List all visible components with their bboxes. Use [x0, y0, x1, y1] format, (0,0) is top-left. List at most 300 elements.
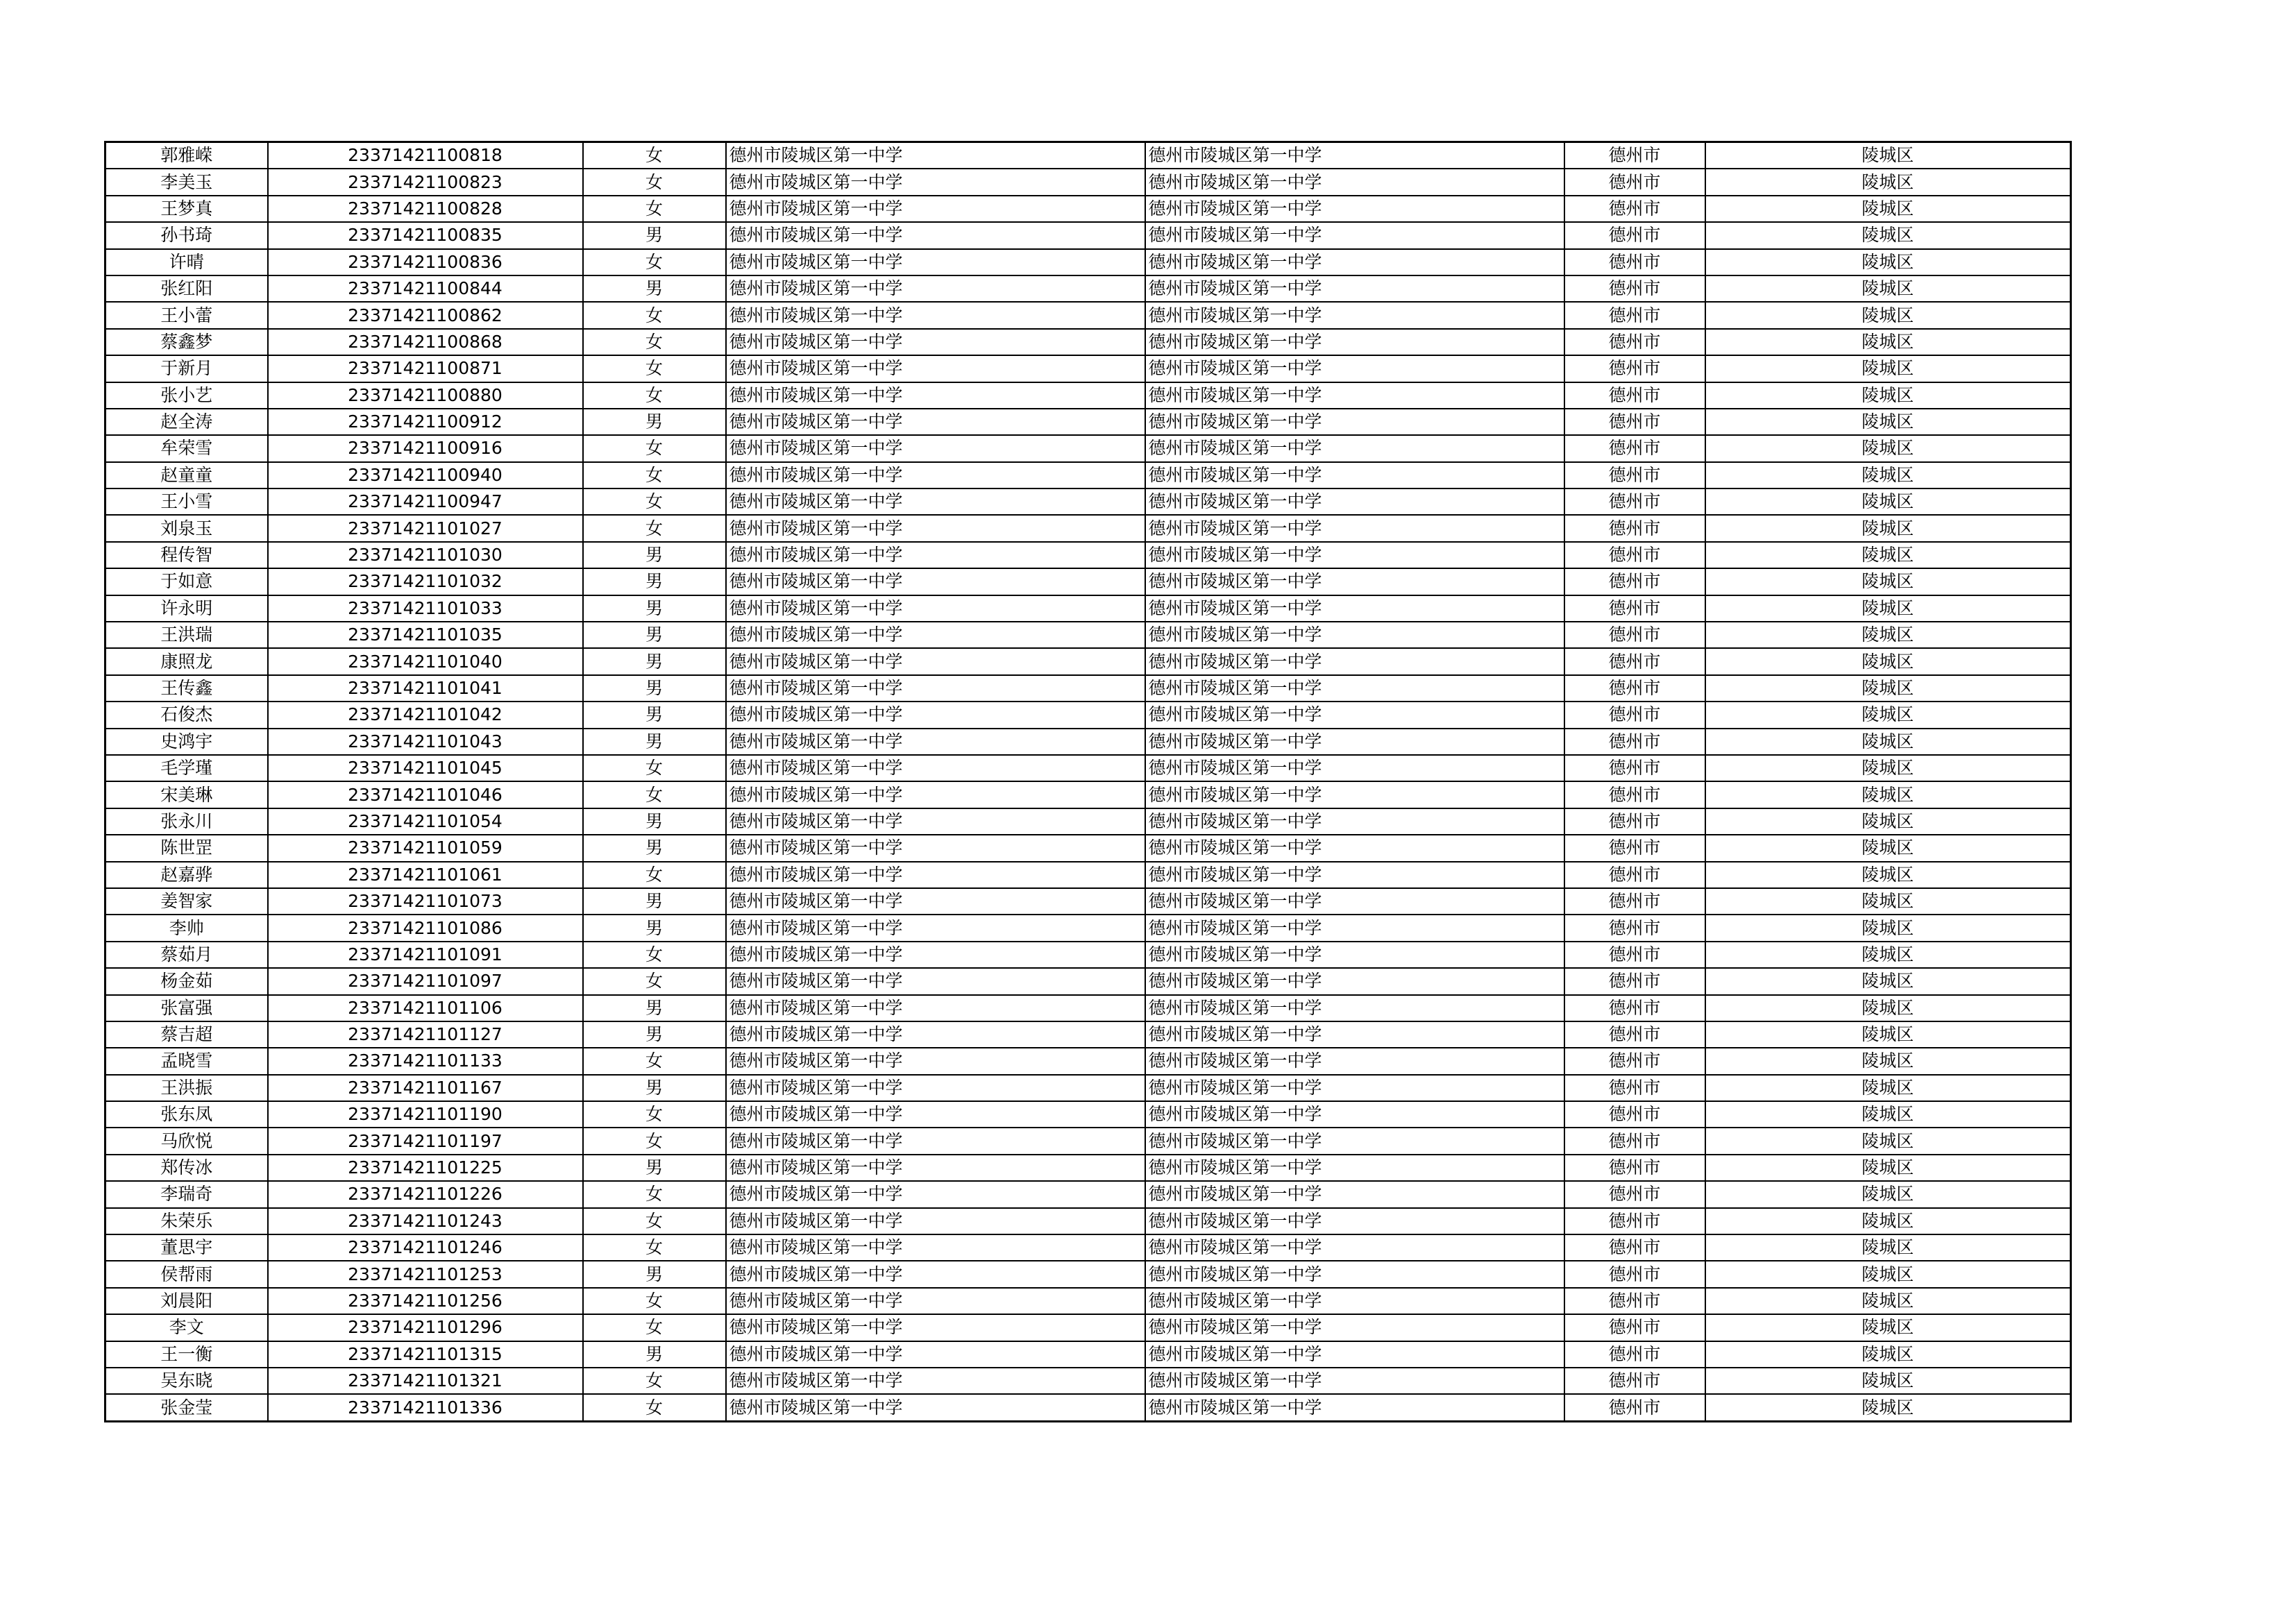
gender-cell: 女: [583, 142, 726, 169]
table-row: [105, 249, 2071, 275]
city-cell: 德州市: [1564, 915, 1705, 941]
student-name-cell: 李美玉: [105, 169, 268, 195]
city-cell: 德州市: [1564, 1234, 1705, 1261]
student-name-cell: 王传鑫: [105, 675, 268, 702]
district-cell: 陵城区: [1705, 169, 2071, 195]
school-cell: 德州市陵城区第一中学: [726, 1341, 1145, 1368]
table-row: [105, 622, 2071, 648]
table-row: [105, 302, 2071, 328]
exam-id-cell: 23371421101256: [268, 1288, 583, 1314]
student-name-cell: 张东凤: [105, 1101, 268, 1128]
exam-id-cell: 23371421101315: [268, 1341, 583, 1368]
graduating-school-cell: 德州市陵城区第一中学: [1145, 488, 1564, 515]
city-cell: 德州市: [1564, 169, 1705, 195]
school-cell: 德州市陵城区第一中学: [726, 1314, 1145, 1341]
district-cell: 陵城区: [1705, 595, 2071, 622]
exam-id-cell: 23371421100868: [268, 329, 583, 355]
exam-id-cell: 23371421101246: [268, 1234, 583, 1261]
exam-id-cell: 23371421101321: [268, 1368, 583, 1394]
district-cell: 陵城区: [1705, 648, 2071, 674]
district-cell: 陵城区: [1705, 1234, 2071, 1261]
table-row: [105, 702, 2071, 728]
student-name-cell: 史鸿宇: [105, 729, 268, 755]
city-cell: 德州市: [1564, 1181, 1705, 1207]
exam-id-cell: 23371421101086: [268, 915, 583, 941]
student-name-cell: 张红阳: [105, 275, 268, 302]
district-cell: 陵城区: [1705, 1288, 2071, 1314]
gender-cell: 男: [583, 1021, 726, 1048]
student-name-cell: 刘泉玉: [105, 515, 268, 541]
table-row: [105, 196, 2071, 222]
gender-cell: 女: [583, 462, 726, 488]
student-name-cell: 王梦真: [105, 196, 268, 222]
district-cell: 陵城区: [1705, 329, 2071, 355]
city-cell: 德州市: [1564, 781, 1705, 808]
district-cell: 陵城区: [1705, 542, 2071, 568]
table-row: [105, 1048, 2071, 1074]
district-cell: 陵城区: [1705, 968, 2071, 994]
school-cell: 德州市陵城区第一中学: [726, 862, 1145, 888]
district-cell: 陵城区: [1705, 142, 2071, 169]
exam-id-cell: 23371421101091: [268, 942, 583, 968]
graduating-school-cell: 德州市陵城区第一中学: [1145, 1261, 1564, 1287]
graduating-school-cell: 德州市陵城区第一中学: [1145, 222, 1564, 248]
exam-id-cell: 23371421101106: [268, 995, 583, 1021]
student-name-cell: 宋美琳: [105, 781, 268, 808]
graduating-school-cell: 德州市陵城区第一中学: [1145, 1394, 1564, 1421]
school-cell: 德州市陵城区第一中学: [726, 968, 1145, 994]
exam-id-cell: 23371421100871: [268, 355, 583, 382]
student-name-cell: 孙书琦: [105, 222, 268, 248]
gender-cell: 女: [583, 196, 726, 222]
gender-cell: 女: [583, 302, 726, 328]
student-name-cell: 赵童童: [105, 462, 268, 488]
graduating-school-cell: 德州市陵城区第一中学: [1145, 196, 1564, 222]
school-cell: 德州市陵城区第一中学: [726, 222, 1145, 248]
exam-id-cell: 23371421101243: [268, 1208, 583, 1234]
gender-cell: 男: [583, 675, 726, 702]
city-cell: 德州市: [1564, 1208, 1705, 1234]
gender-cell: 女: [583, 862, 726, 888]
city-cell: 德州市: [1564, 1101, 1705, 1128]
school-cell: 德州市陵城区第一中学: [726, 1288, 1145, 1314]
city-cell: 德州市: [1564, 488, 1705, 515]
school-cell: 德州市陵城区第一中学: [726, 1048, 1145, 1074]
table-row: [105, 942, 2071, 968]
table-row: [105, 808, 2071, 835]
gender-cell: 女: [583, 249, 726, 275]
exam-id-cell: 23371421101253: [268, 1261, 583, 1287]
district-cell: 陵城区: [1705, 1208, 2071, 1234]
school-cell: 德州市陵城区第一中学: [726, 1208, 1145, 1234]
school-cell: 德州市陵城区第一中学: [726, 488, 1145, 515]
graduating-school-cell: 德州市陵城区第一中学: [1145, 1075, 1564, 1101]
student-name-cell: 蔡吉超: [105, 1021, 268, 1048]
exam-id-cell: 23371421101041: [268, 675, 583, 702]
exam-id-cell: 23371421101225: [268, 1155, 583, 1181]
student-name-cell: 蔡鑫梦: [105, 329, 268, 355]
city-cell: 德州市: [1564, 196, 1705, 222]
school-cell: 德州市陵城区第一中学: [726, 622, 1145, 648]
exam-id-cell: 23371421100916: [268, 435, 583, 461]
table-row: [105, 915, 2071, 941]
gender-cell: 男: [583, 275, 726, 302]
student-name-cell: 于新月: [105, 355, 268, 382]
student-name-cell: 赵嘉骅: [105, 862, 268, 888]
graduating-school-cell: 德州市陵城区第一中学: [1145, 568, 1564, 595]
student-name-cell: 刘晨阳: [105, 1288, 268, 1314]
gender-cell: 男: [583, 409, 726, 435]
graduating-school-cell: 德州市陵城区第一中学: [1145, 1288, 1564, 1314]
city-cell: 德州市: [1564, 355, 1705, 382]
graduating-school-cell: 德州市陵城区第一中学: [1145, 1048, 1564, 1074]
table-row: [105, 781, 2071, 808]
school-cell: 德州市陵城区第一中学: [726, 1394, 1145, 1421]
table-row: [105, 862, 2071, 888]
student-name-cell: 马欣悦: [105, 1128, 268, 1154]
student-name-cell: 石俊杰: [105, 702, 268, 728]
gender-cell: 女: [583, 515, 726, 541]
district-cell: 陵城区: [1705, 355, 2071, 382]
gender-cell: 女: [583, 355, 726, 382]
gender-cell: 女: [583, 488, 726, 515]
gender-cell: 男: [583, 835, 726, 861]
school-cell: 德州市陵城区第一中学: [726, 1368, 1145, 1394]
school-cell: 德州市陵城区第一中学: [726, 142, 1145, 169]
city-cell: 德州市: [1564, 142, 1705, 169]
exam-id-cell: 23371421101226: [268, 1181, 583, 1207]
table-row: [105, 275, 2071, 302]
student-name-cell: 张富强: [105, 995, 268, 1021]
graduating-school-cell: 德州市陵城区第一中学: [1145, 142, 1564, 169]
gender-cell: 男: [583, 808, 726, 835]
exam-id-cell: 23371421101197: [268, 1128, 583, 1154]
school-cell: 德州市陵城区第一中学: [726, 329, 1145, 355]
table-row: [105, 488, 2071, 515]
student-name-cell: 毛学瑾: [105, 755, 268, 781]
student-name-cell: 张金莹: [105, 1394, 268, 1421]
graduating-school-cell: 德州市陵城区第一中学: [1145, 915, 1564, 941]
student-name-cell: 牟荣雪: [105, 435, 268, 461]
city-cell: 德州市: [1564, 568, 1705, 595]
exam-id-cell: 23371421101073: [268, 888, 583, 915]
table-row: [105, 1288, 2071, 1314]
school-cell: 德州市陵城区第一中学: [726, 808, 1145, 835]
school-cell: 德州市陵城区第一中学: [726, 755, 1145, 781]
graduating-school-cell: 德州市陵城区第一中学: [1145, 888, 1564, 915]
city-cell: 德州市: [1564, 302, 1705, 328]
table-row: [105, 1394, 2071, 1421]
graduating-school-cell: 德州市陵城区第一中学: [1145, 675, 1564, 702]
school-cell: 德州市陵城区第一中学: [726, 781, 1145, 808]
exam-id-cell: 23371421101097: [268, 968, 583, 994]
city-cell: 德州市: [1564, 1314, 1705, 1341]
graduating-school-cell: 德州市陵城区第一中学: [1145, 355, 1564, 382]
school-cell: 德州市陵城区第一中学: [726, 515, 1145, 541]
gender-cell: 女: [583, 1101, 726, 1128]
graduating-school-cell: 德州市陵城区第一中学: [1145, 729, 1564, 755]
school-cell: 德州市陵城区第一中学: [726, 1075, 1145, 1101]
table-row: [105, 1021, 2071, 1048]
school-cell: 德州市陵城区第一中学: [726, 675, 1145, 702]
gender-cell: 男: [583, 888, 726, 915]
graduating-school-cell: 德州市陵城区第一中学: [1145, 622, 1564, 648]
graduating-school-cell: 德州市陵城区第一中学: [1145, 648, 1564, 674]
student-name-cell: 王洪瑞: [105, 622, 268, 648]
school-cell: 德州市陵城区第一中学: [726, 1181, 1145, 1207]
gender-cell: 男: [583, 648, 726, 674]
city-cell: 德州市: [1564, 515, 1705, 541]
table-row: [105, 1341, 2071, 1368]
graduating-school-cell: 德州市陵城区第一中学: [1145, 1314, 1564, 1341]
graduating-school-cell: 德州市陵城区第一中学: [1145, 382, 1564, 409]
table-row: [105, 435, 2071, 461]
school-cell: 德州市陵城区第一中学: [726, 1101, 1145, 1128]
exam-id-cell: 23371421101027: [268, 515, 583, 541]
school-cell: 德州市陵城区第一中学: [726, 595, 1145, 622]
district-cell: 陵城区: [1705, 781, 2071, 808]
exam-id-cell: 23371421101061: [268, 862, 583, 888]
table-row: [105, 648, 2071, 674]
city-cell: 德州市: [1564, 942, 1705, 968]
graduating-school-cell: 德州市陵城区第一中学: [1145, 1368, 1564, 1394]
student-name-cell: 李文: [105, 1314, 268, 1341]
school-cell: 德州市陵城区第一中学: [726, 915, 1145, 941]
graduating-school-cell: 德州市陵城区第一中学: [1145, 942, 1564, 968]
graduating-school-cell: 德州市陵城区第一中学: [1145, 435, 1564, 461]
district-cell: 陵城区: [1705, 275, 2071, 302]
graduating-school-cell: 德州市陵城区第一中学: [1145, 1208, 1564, 1234]
gender-cell: 男: [583, 1075, 726, 1101]
table-row: [105, 542, 2071, 568]
school-cell: 德州市陵城区第一中学: [726, 409, 1145, 435]
school-cell: 德州市陵城区第一中学: [726, 196, 1145, 222]
exam-id-cell: 23371421100844: [268, 275, 583, 302]
district-cell: 陵城区: [1705, 702, 2071, 728]
school-cell: 德州市陵城区第一中学: [726, 382, 1145, 409]
table-row: [105, 1208, 2071, 1234]
school-cell: 德州市陵城区第一中学: [726, 1155, 1145, 1181]
school-cell: 德州市陵城区第一中学: [726, 249, 1145, 275]
exam-id-cell: 23371421101167: [268, 1075, 583, 1101]
graduating-school-cell: 德州市陵城区第一中学: [1145, 808, 1564, 835]
exam-id-cell: 23371421100940: [268, 462, 583, 488]
school-cell: 德州市陵城区第一中学: [726, 302, 1145, 328]
table-row: [105, 1314, 2071, 1341]
student-name-cell: 蔡茹月: [105, 942, 268, 968]
gender-cell: 男: [583, 568, 726, 595]
gender-cell: 女: [583, 1288, 726, 1314]
exam-id-cell: 23371421101054: [268, 808, 583, 835]
gender-cell: 男: [583, 1261, 726, 1287]
city-cell: 德州市: [1564, 968, 1705, 994]
district-cell: 陵城区: [1705, 1075, 2071, 1101]
graduating-school-cell: 德州市陵城区第一中学: [1145, 968, 1564, 994]
table-row: [105, 755, 2071, 781]
student-name-cell: 郭雅嵘: [105, 142, 268, 169]
city-cell: 德州市: [1564, 1368, 1705, 1394]
gender-cell: 女: [583, 1368, 726, 1394]
student-name-cell: 姜智家: [105, 888, 268, 915]
district-cell: 陵城区: [1705, 1128, 2071, 1154]
exam-id-cell: 23371421100835: [268, 222, 583, 248]
school-cell: 德州市陵城区第一中学: [726, 355, 1145, 382]
student-name-cell: 朱荣乐: [105, 1208, 268, 1234]
exam-id-cell: 23371421100823: [268, 169, 583, 195]
city-cell: 德州市: [1564, 648, 1705, 674]
school-cell: 德州市陵城区第一中学: [726, 995, 1145, 1021]
city-cell: 德州市: [1564, 622, 1705, 648]
table-row: [105, 142, 2071, 169]
city-cell: 德州市: [1564, 1048, 1705, 1074]
student-name-cell: 郑传冰: [105, 1155, 268, 1181]
school-cell: 德州市陵城区第一中学: [726, 648, 1145, 674]
gender-cell: 男: [583, 1155, 726, 1181]
table-row: [105, 1101, 2071, 1128]
exam-id-cell: 23371421101046: [268, 781, 583, 808]
district-cell: 陵城区: [1705, 995, 2071, 1021]
table-row: [105, 1368, 2071, 1394]
student-name-cell: 陈世罡: [105, 835, 268, 861]
student-name-cell: 张永川: [105, 808, 268, 835]
city-cell: 德州市: [1564, 1394, 1705, 1421]
city-cell: 德州市: [1564, 435, 1705, 461]
student-name-cell: 程传智: [105, 542, 268, 568]
district-cell: 陵城区: [1705, 622, 2071, 648]
graduating-school-cell: 德州市陵城区第一中学: [1145, 409, 1564, 435]
city-cell: 德州市: [1564, 1341, 1705, 1368]
gender-cell: 男: [583, 915, 726, 941]
district-cell: 陵城区: [1705, 488, 2071, 515]
gender-cell: 女: [583, 382, 726, 409]
gender-cell: 女: [583, 1048, 726, 1074]
table-row: [105, 169, 2071, 195]
city-cell: 德州市: [1564, 329, 1705, 355]
district-cell: 陵城区: [1705, 382, 2071, 409]
student-name-cell: 吴东晓: [105, 1368, 268, 1394]
district-cell: 陵城区: [1705, 1368, 2071, 1394]
graduating-school-cell: 德州市陵城区第一中学: [1145, 302, 1564, 328]
exam-id-cell: 23371421101042: [268, 702, 583, 728]
gender-cell: 女: [583, 781, 726, 808]
city-cell: 德州市: [1564, 702, 1705, 728]
table-row: [105, 409, 2071, 435]
school-cell: 德州市陵城区第一中学: [726, 1234, 1145, 1261]
table-row: [105, 675, 2071, 702]
school-cell: 德州市陵城区第一中学: [726, 1128, 1145, 1154]
exam-id-cell: 23371421101127: [268, 1021, 583, 1048]
gender-cell: 女: [583, 1394, 726, 1421]
graduating-school-cell: 德州市陵城区第一中学: [1145, 835, 1564, 861]
district-cell: 陵城区: [1705, 862, 2071, 888]
city-cell: 德州市: [1564, 249, 1705, 275]
district-cell: 陵城区: [1705, 729, 2071, 755]
student-name-cell: 侯帮雨: [105, 1261, 268, 1287]
graduating-school-cell: 德州市陵城区第一中学: [1145, 1128, 1564, 1154]
graduating-school-cell: 德州市陵城区第一中学: [1145, 781, 1564, 808]
graduating-school-cell: 德州市陵城区第一中学: [1145, 462, 1564, 488]
district-cell: 陵城区: [1705, 675, 2071, 702]
city-cell: 德州市: [1564, 542, 1705, 568]
exam-id-cell: 23371421100836: [268, 249, 583, 275]
student-name-cell: 杨金茹: [105, 968, 268, 994]
school-cell: 德州市陵城区第一中学: [726, 1021, 1145, 1048]
exam-id-cell: 23371421100912: [268, 409, 583, 435]
school-cell: 德州市陵城区第一中学: [726, 888, 1145, 915]
district-cell: 陵城区: [1705, 302, 2071, 328]
student-name-cell: 许晴: [105, 249, 268, 275]
city-cell: 德州市: [1564, 1261, 1705, 1287]
student-name-cell: 康照龙: [105, 648, 268, 674]
gender-cell: 女: [583, 1234, 726, 1261]
student-name-cell: 赵全涛: [105, 409, 268, 435]
district-cell: 陵城区: [1705, 1261, 2071, 1287]
table-row: [105, 729, 2071, 755]
gender-cell: 女: [583, 968, 726, 994]
school-cell: 德州市陵城区第一中学: [726, 435, 1145, 461]
district-cell: 陵城区: [1705, 942, 2071, 968]
city-cell: 德州市: [1564, 1128, 1705, 1154]
district-cell: 陵城区: [1705, 755, 2071, 781]
student-name-cell: 于如意: [105, 568, 268, 595]
city-cell: 德州市: [1564, 275, 1705, 302]
table-row: [105, 462, 2071, 488]
school-cell: 德州市陵城区第一中学: [726, 462, 1145, 488]
table-row: [105, 995, 2071, 1021]
city-cell: 德州市: [1564, 995, 1705, 1021]
exam-id-cell: 23371421101035: [268, 622, 583, 648]
district-cell: 陵城区: [1705, 1314, 2071, 1341]
city-cell: 德州市: [1564, 595, 1705, 622]
exam-id-cell: 23371421101040: [268, 648, 583, 674]
table-row: [105, 1181, 2071, 1207]
exam-id-cell: 23371421100818: [268, 142, 583, 169]
student-name-cell: 李帅: [105, 915, 268, 941]
school-cell: 德州市陵城区第一中学: [726, 542, 1145, 568]
table-row: [105, 595, 2071, 622]
district-cell: 陵城区: [1705, 1181, 2071, 1207]
exam-id-cell: 23371421100862: [268, 302, 583, 328]
exam-id-cell: 23371421100828: [268, 196, 583, 222]
student-name-cell: 王小雪: [105, 488, 268, 515]
student-name-cell: 李瑞奇: [105, 1181, 268, 1207]
city-cell: 德州市: [1564, 675, 1705, 702]
gender-cell: 女: [583, 1208, 726, 1234]
school-cell: 德州市陵城区第一中学: [726, 942, 1145, 968]
city-cell: 德州市: [1564, 888, 1705, 915]
district-cell: 陵城区: [1705, 409, 2071, 435]
gender-cell: 男: [583, 729, 726, 755]
graduating-school-cell: 德州市陵城区第一中学: [1145, 595, 1564, 622]
exam-id-cell: 23371421101033: [268, 595, 583, 622]
district-cell: 陵城区: [1705, 196, 2071, 222]
gender-cell: 男: [583, 995, 726, 1021]
student-name-cell: 张小艺: [105, 382, 268, 409]
graduating-school-cell: 德州市陵城区第一中学: [1145, 1021, 1564, 1048]
city-cell: 德州市: [1564, 382, 1705, 409]
city-cell: 德州市: [1564, 1288, 1705, 1314]
district-cell: 陵城区: [1705, 1048, 2071, 1074]
graduating-school-cell: 德州市陵城区第一中学: [1145, 1181, 1564, 1207]
district-cell: 陵城区: [1705, 835, 2071, 861]
table-row: [105, 1155, 2071, 1181]
student-name-cell: 孟晓雪: [105, 1048, 268, 1074]
table-row: [105, 329, 2071, 355]
district-cell: 陵城区: [1705, 1341, 2071, 1368]
district-cell: 陵城区: [1705, 915, 2071, 941]
table-row: [105, 1075, 2071, 1101]
exam-id-cell: 23371421101296: [268, 1314, 583, 1341]
